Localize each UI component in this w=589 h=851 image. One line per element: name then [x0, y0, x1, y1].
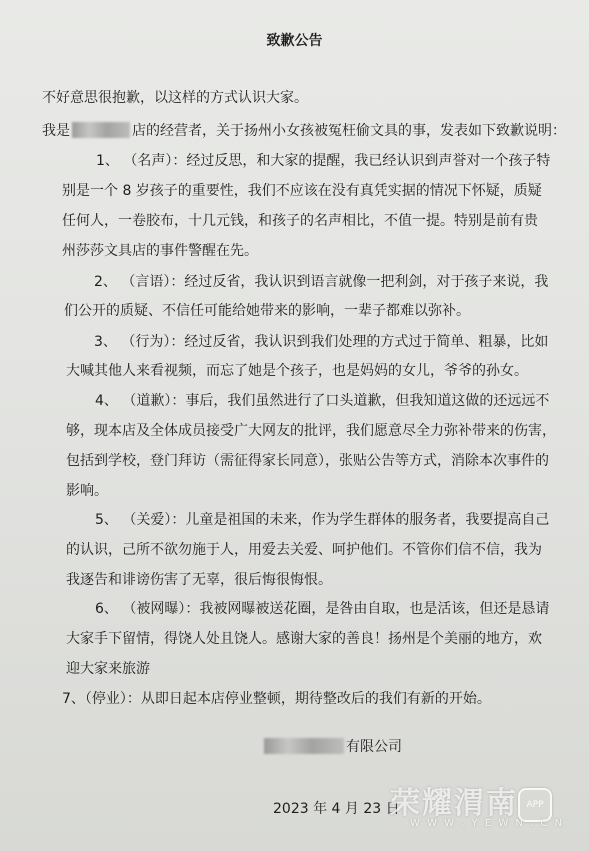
body-line: 2、 （言语）：经过反省，我认识到语言就像一把利剑，对于孩子来说，我: [94, 274, 549, 290]
body-line: 迎大家来旅游: [66, 661, 150, 677]
body-line: 我逐告和诽谤伤害了无辜，很后悔很悔恨。: [66, 572, 332, 588]
body-line: 们公开的质疑、不信任可能给她带来的影响，一辈子都难以弥补。: [64, 303, 470, 319]
body-line: 够，现本店及全体成员接受广大网友的批评，我们愿意尽全力弥补带来的伤害，: [66, 423, 556, 439]
body-line: 5、 （关爱）：儿童是祖国的未来，作为学生群体的服务者，我要提高自己: [95, 512, 550, 528]
app-badge-icon: APP: [518, 788, 552, 822]
intro-line: 不好意思很抱歉，以这样的方式认识大家。: [42, 90, 308, 106]
body-line: 包括到学校，登门拜访（需征得家长同意），张贴公告等方式，消除本次事件的: [66, 453, 549, 469]
body-line: 3、 （行为）：经过反省，我认识到我们处理的方式过于简单、粗暴，比如: [94, 334, 549, 350]
body-line: 大喊其他人来看视频，而忘了她是个孩子，也是妈妈的女儿，爷爷的孙女。: [66, 363, 528, 379]
body-line: 别是一个 8 岁孩子的重要性，我们不应该在没有真凭实据的情况下怀疑，质疑: [62, 183, 542, 199]
company-signature: [262, 736, 402, 756]
body-line: 6、 （被网曝）：我被网曝被送花圈，是咎由自取，也是活该，但还是恳请: [95, 601, 550, 617]
notice-date: 2023 年 4 月 23 日: [273, 801, 400, 817]
watermark-url: W W W . Y E W N . C N: [410, 818, 565, 829]
body-line: 任何人，一卷胶布，十几元钱，和孩子的名声相比，不值一提。特别是前有贵: [62, 213, 538, 229]
body-line: 1、 （名声）：经过反思，和大家的提醒，我已经认识到声誉对一个孩子特: [96, 153, 551, 169]
redacted-company-name: [264, 738, 344, 754]
watermark: [390, 778, 585, 838]
notice-title: 致歉公告: [266, 33, 323, 49]
body-line: 影响。: [66, 483, 108, 499]
body-line: 4、 （道歉）：事后，我们虽然进行了口头道歉，但我知道这做的还远远不: [95, 393, 550, 409]
body-line: 大家手下留情，得饶人处且饶人。感谢大家的善良！扬州是个美丽的地方，欢: [66, 631, 542, 647]
opening-suffix: 店的经营者，关于扬州小女孩被冤枉偷文具的事，发表如下致歉说明：: [132, 123, 566, 139]
body-line: 州莎莎文具店的事件警醒在先。: [62, 243, 258, 259]
watermark-brand: 荣耀渭南: [390, 786, 518, 821]
body-line: 的认识，己所不欲勿施于人，用爱去关爱、呵护他们。不管你们信不信，我为: [66, 542, 542, 558]
opening-prefix: 我是: [42, 123, 70, 139]
company-suffix: 有限公司: [346, 739, 402, 755]
redacted-shop-name: [72, 122, 130, 138]
body-line: 7、（停业）：从即日起本店停业整顿，期待整改后的我们有新的开始。: [62, 691, 491, 707]
opening-line: [42, 122, 566, 140]
